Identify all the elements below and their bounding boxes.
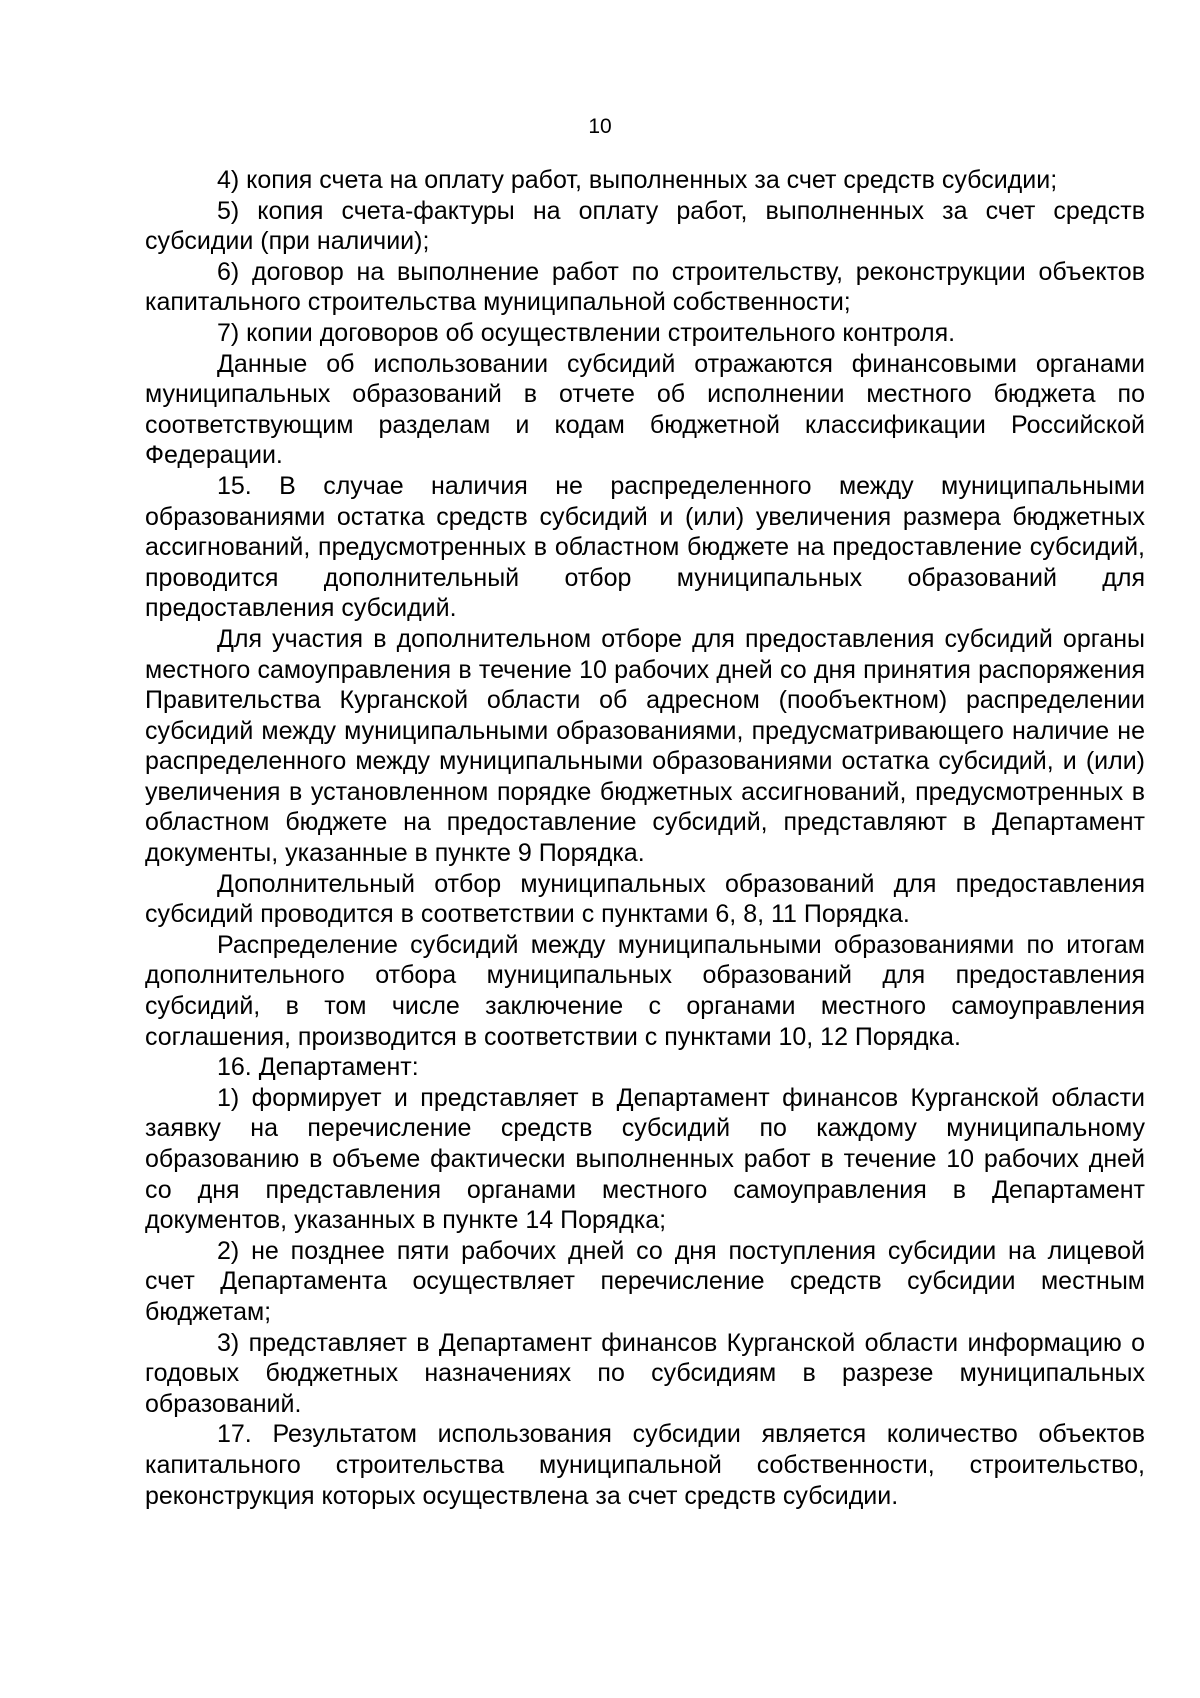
list-item-copy-invoice-factura: 5) копия счета-фактуры на оплату работ, выполненных за счет средств субсидии (при наличии);	[145, 196, 1145, 256]
page-number: 10	[588, 115, 612, 138]
list-item-department-transfer: 2) не позднее пяти рабочих дней со дня поступления субсидии на лицевой счет Департамента осуществляет перечисление средств субсидии местным бюджетам;	[145, 1236, 1145, 1326]
clause-15: 15. В случае наличия не распределенного между муниципальными образованиями остатка средств субсидий и (или) увеличения размера бюджетных ассигнований, предусмотренных в областном бюджете на предоставление субсидий, проводится дополнительный отбор муниципальных образований для предоставления субсидий.	[145, 471, 1145, 623]
paragraph-subsidy-usage-data: Данные об использовании субсидий отражаются финансовыми органами муниципальных образований в отчете об исполнении местного бюджета по соответствующим разделам и кодам бюджетной классификации Российской Федерации.	[145, 349, 1145, 470]
list-item-construction-contract: 6) договор на выполнение работ по строительству, реконструкции объектов капитального строительства муниципальной собственности;	[145, 257, 1145, 317]
clause-17: 17. Результатом использования субсидии является количество объектов капитального строительства муниципальной собственности, строительство, реконструкция которых осуществлена за счет средств субсидии.	[145, 1420, 1145, 1510]
paragraph-additional-selection-procedure: Дополнительный отбор муниципальных образований для предоставления субсидий проводится в соответствии с пунктами 6, 8, 11 Порядка.	[145, 869, 1145, 929]
document-body	[145, 165, 1145, 1511]
list-item-copy-invoice: 4) копия счета на оплату работ, выполненных за счет средств субсидии;	[217, 166, 1058, 194]
list-item-department-information: 3) представляет в Департамент финансов Курганской области информацию о годовых бюджетных назначениях по субсидиям в разрезе муниципальных образований.	[145, 1328, 1145, 1418]
paragraph-subsidy-distribution: Распределение субсидий между муниципальными образованиями по итогам дополнительного отбора муниципальных образований для предоставления субсидий, в том числе заключение с органами местного самоуправления соглашения, производится в соответствии с пунктами 10, 12 Порядка.	[145, 930, 1145, 1051]
paragraph-additional-selection-participation: Для участия в дополнительном отборе для предоставления субсидий органы местного самоуправления в течение 10 рабочих дней со дня принятия распоряжения Правительства Курганской области об адресном (пообъектном) распределении субсидий между муниципальными образованиями, предусматривающего наличие не распределенного между муниципальными образованиями остатка субсидий, и (или) увеличения в установленном порядке бюджетных ассигнований, предусмотренных в областном бюджете на предоставление субсидий, представляют в Департамент документы, указанные в пункте 9 Порядка.	[145, 624, 1145, 868]
list-item-control-contracts: 7) копии договоров об осуществлении строительного контроля.	[217, 318, 956, 347]
list-item-department-request: 1) формирует и представляет в Департамент финансов Курганской области заявку на перечисление средств субсидий по каждому муниципальному образованию в объеме фактически выполненных работ в течение 10 рабочих дней со дня представления органами местного самоуправления в Департамент документов, указанных в пункте 14 Порядка;	[145, 1083, 1145, 1235]
clause-16-heading: 16. Департамент:	[217, 1053, 419, 1082]
